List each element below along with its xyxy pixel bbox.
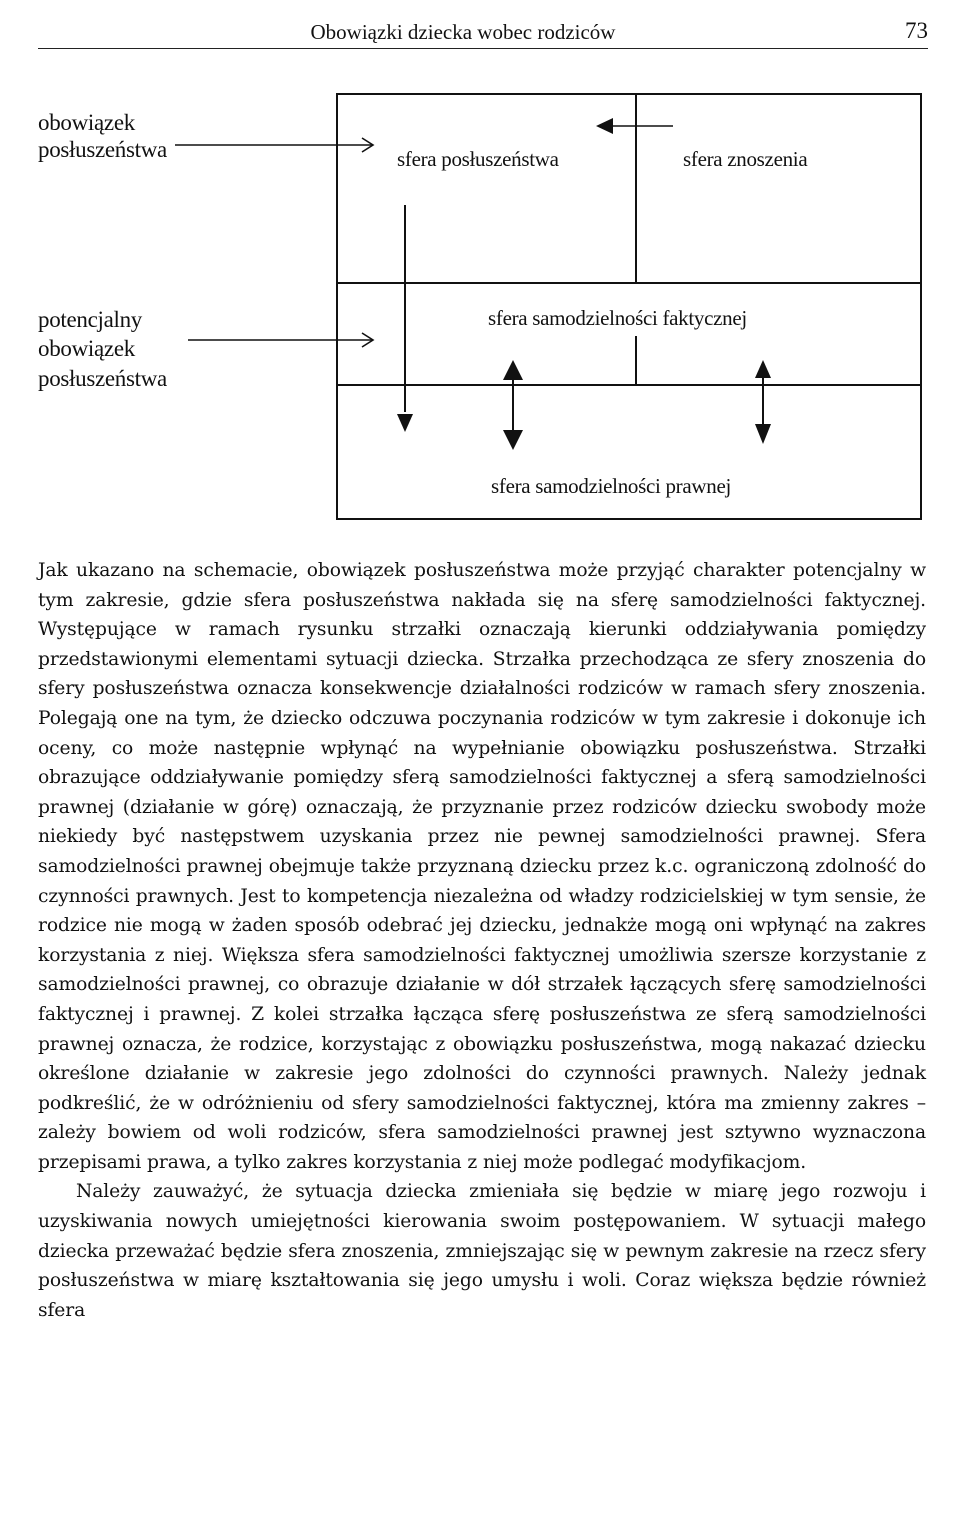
label-potential-duty-line2: obowiązek — [38, 336, 135, 361]
sphere-obedience-label: sfera posłuszeństwa — [397, 147, 559, 171]
sphere-tolerance-label: sfera znoszenia — [683, 147, 808, 171]
label-obedience-duty-line2: posłuszeństwa — [38, 137, 167, 162]
spheres-diagram — [0, 0, 960, 540]
page-number: 73 — [905, 18, 928, 43]
label-potential-duty-line3: posłuszeństwa — [38, 366, 167, 391]
paragraph-1: Jak ukazano na schemacie, obowiązek posłuszeństwa może przyjąć charakter potencjalny w tym zakresie, gdzie sfera posłuszeństwa nakłada się na sferę samodzielności faktycznej. Występujące w ramach rysunku strzałki oznaczają kierunki oddziaływania pomiędzy przedstawionymi elementami sytuacji dziecka. Strzałka przechodząca ze sfery znoszenia do sfery posłuszeństwa oznacza konsekwencje działalności rodziców w ramach sfery znoszenia. Polegają one na tym, że dziecko odczuwa poczynania rodziców w tym zakresie i dokonuje ich oceny, co może następnie wpłynąć na wypełnianie obowiązku posłuszeństwa. Strzałki obrazujące oddziaływanie pomiędzy sferą samodzielności faktycznej a sferą samodzielności prawnej (działanie w górę) oznaczają, że przyznanie przez rodziców dziecku swobody może niekiedy być następstwem uzyskania przez nie pewnej samodzielności prawnej. Sfera samodzielności prawnej obejmuje także przyznaną dziecku przez k.c. ograniczoną zdolność do czynności prawnych. Jest to kompetencja niezależna od władzy rodzicielskiej w tym sensie, że rodzice nie mogą w żaden sposób odebrać jej dziecku, jednakże mogą oni wpłynąć na zakres korzystania z niej. Większa sfera samodzielności faktycznej umożliwia szersze korzystanie z samodzielności prawnej, co obrazuje działanie w dół strzałek łączących sferę samodzielności faktycznej i prawnej. Z kolei strzałka łącząca sferę posłuszeństwa ze sferą samodzielności prawnej oznacza, że rodzice, korzystając z obowiązku posłuszeństwa, mogą nakazać dziecku określone działanie w zakresie jego zdolności do czynności prawnych. Należy jednak podkreślić, że w odróżnieniu od sfery samodzielności faktycznej, która ma zmienny zakres – zależy bowiem od woli rodziców, sfera samodzielności prawnej jest sztywno wyznaczona przepisami prawa, a tylko zakres korzystania z niej może podlegać modyfikacjom. — [38, 560, 926, 1173]
label-obedience-duty-line1: obowiązek — [38, 110, 135, 135]
arrowhead-down-right — [755, 424, 771, 444]
sphere-legal-autonomy-label: sfera samodzielności prawnej — [491, 474, 732, 498]
paragraph-2: Należy zauważyć, że sytuacja dziecka zmieniała się będzie w miarę jego rozwoju i uzyskiwania nowych umiejętności kierowania swoim postępowaniem. W sytuacji małego dziecka przeważać będzie sfera znoszenia, zmniejszając się w pewnym zakresie na rzecz sfery posłuszeństwa w miarę kształtowania się jego umysłu i woli. Coraz większa będzie również sfera — [38, 1181, 926, 1321]
sphere-factual-autonomy-label: sfera samodzielności faktycznej — [488, 306, 747, 330]
arrowhead-up-right — [755, 360, 771, 378]
arrowhead-down-left — [397, 414, 413, 432]
label-potential-duty-line1: potencjalny — [38, 307, 142, 332]
body-text — [38, 556, 926, 1325]
arrowhead-down-middle — [503, 430, 523, 450]
arrowhead-left — [596, 118, 613, 134]
running-title: Obowiązki dziecka wobec rodziców — [310, 20, 616, 44]
arrowhead-up-middle — [503, 360, 523, 380]
